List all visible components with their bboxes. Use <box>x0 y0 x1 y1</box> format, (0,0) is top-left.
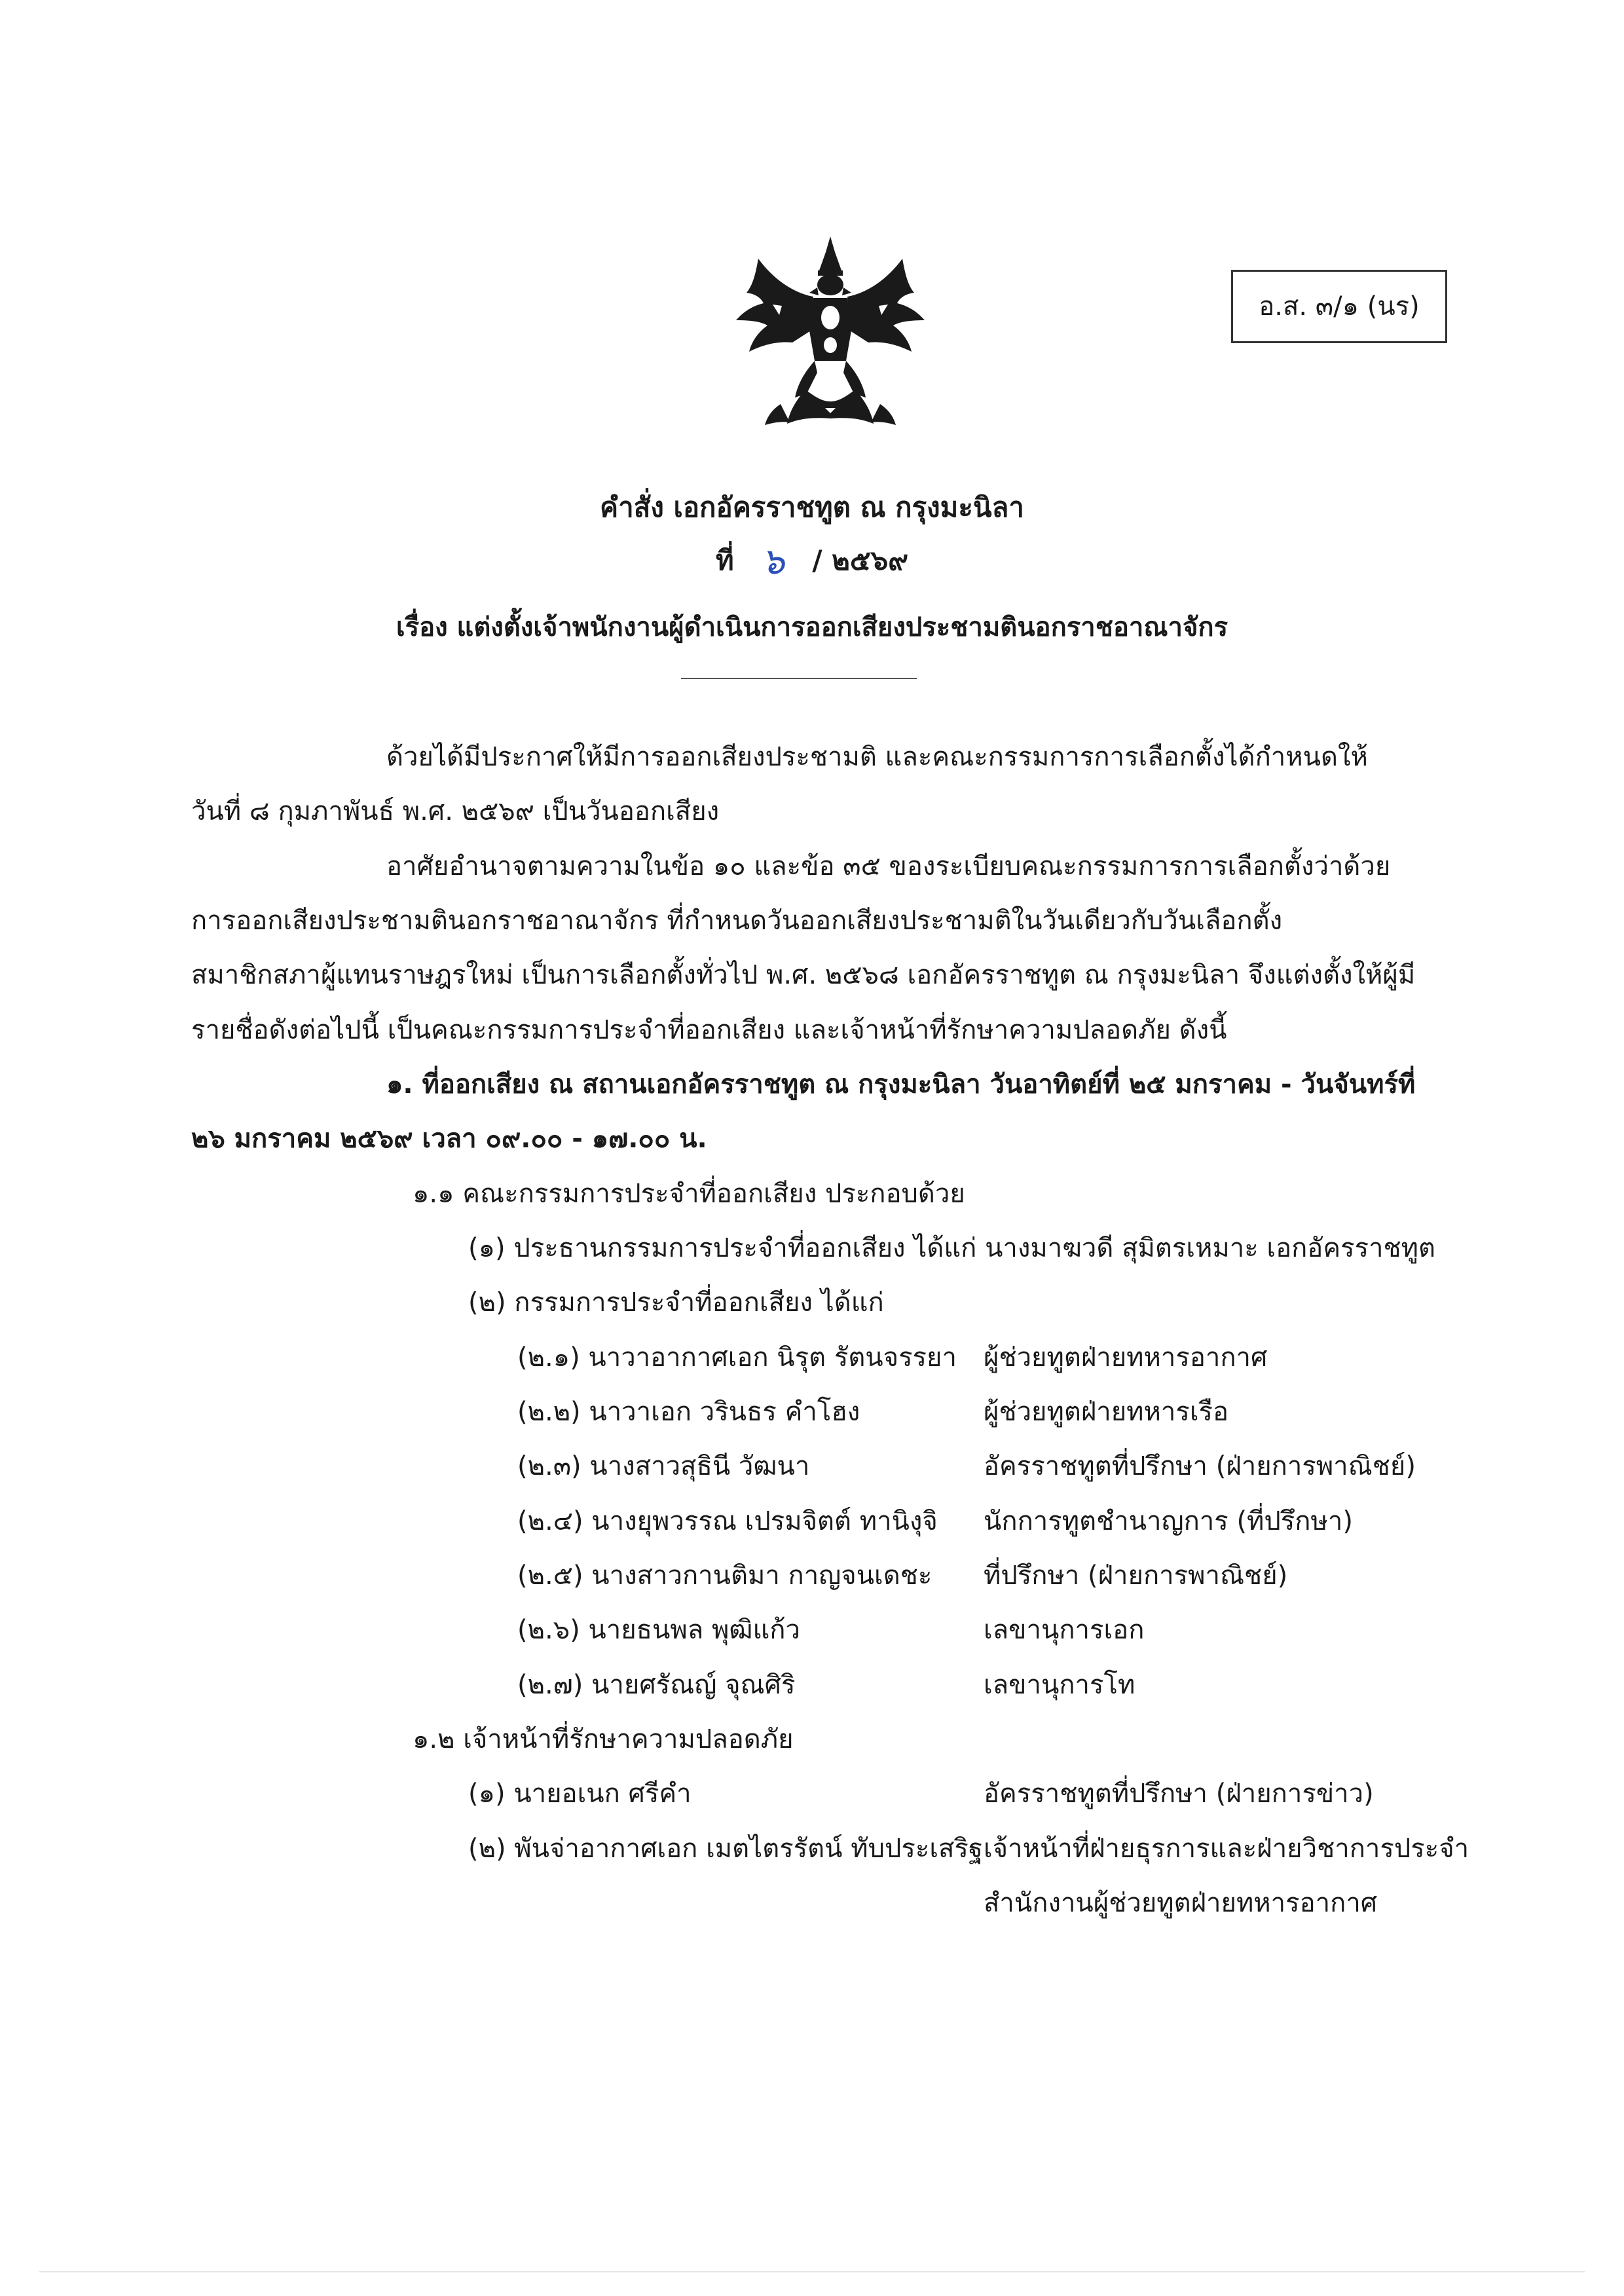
security-position-line2: สำนักงานผู้ช่วยทูตฝ่ายทหารอากาศ <box>984 1888 1378 1918</box>
page-edge-line <box>39 2271 1585 2272</box>
order-number-prefix: ที่ <box>715 544 734 576</box>
security-position: เจ้าหน้าที่ฝ่ายธุรการและฝ่ายวิชาการประจำ <box>984 1834 1469 1864</box>
order-number <box>0 538 1624 586</box>
member-position: ผู้ช่วยทูตฝ่ายทหารเรือ <box>984 1397 1229 1427</box>
member-position: เลขานุการโท <box>984 1670 1135 1700</box>
para1-line2: วันที่ ๘ กุมภาพันธ์ พ.ศ. ๒๕๖๙ เป็นวันออกเสียง <box>191 796 720 826</box>
para2-line1: อาศัยอำนาจตามความในข้อ ๑๐ และข้อ ๓๕ ของระเบียบคณะกรรมการการเลือกตั้งว่าด้วย <box>386 851 1391 881</box>
section1-line2: ๒๖ มกราคม ๒๕๖๙ เวลา ๐๙.๐๐ - ๑๗.๐๐ น. <box>191 1124 707 1154</box>
subsection-1-1: ๑.๑ คณะกรรมการประจำที่ออกเสียง ประกอบด้วย <box>413 1179 965 1209</box>
member-name: (๒.๗) นายศรัณญ์ จุณศิริ <box>517 1670 796 1700</box>
security-name: (๑) นายอเนก ศรีคำ <box>468 1779 692 1809</box>
para2-line2: การออกเสียงประชามตินอกราชอาณาจักร ที่กำหนดวันออกเสียงประชามติในวันเดียวกับวันเลือกตั้ง <box>191 906 1283 936</box>
subsection-1-2: ๑.๒ เจ้าหน้าที่รักษาความปลอดภัย <box>413 1724 794 1754</box>
security-name: (๒) พันจ่าอากาศเอก เมตไตรรัตน์ ทับประเสริฐ <box>468 1834 983 1864</box>
member-name: (๒.๒) นาวาเอก วรินธร คำโฮง <box>517 1397 860 1427</box>
garuda-emblem-icon <box>727 232 934 429</box>
committee-item: (๒) กรรมการประจำที่ออกเสียง ได้แก่ <box>468 1287 884 1318</box>
order-heading: คำสั่ง เอกอัครราชทูต ณ กรุงมะนิลา <box>600 491 1024 523</box>
chairperson-item: (๑) ประธานกรรมการประจำที่ออกเสียง ได้แก่ นางมาฆวดี สุมิตรเหมาะ เอกอัครราชทูต <box>468 1233 1436 1263</box>
order-subject: เรื่อง แต่งตั้งเจ้าพนักงานผู้ดำเนินการออกเสียงประชามตินอกราชอาณาจักร <box>396 612 1228 642</box>
form-code: อ.ส. ๓/๑ (นร) <box>1259 291 1420 322</box>
member-name: (๒.๕) นางสาวกานติมา กาญจนเดชะ <box>517 1561 932 1591</box>
member-position: ผู้ช่วยทูตฝ่ายทหารอากาศ <box>984 1342 1268 1373</box>
order-number-handwritten: ๖ <box>761 540 785 583</box>
member-name: (๒.๓) นางสาวสุธินี วัฒนา <box>517 1451 810 1481</box>
order-number-year: / ๒๕๖๙ <box>812 544 909 576</box>
member-name: (๒.๖) นายธนพล พุฒิแก้ว <box>517 1615 800 1645</box>
member-position: นักการทูตชำนาญการ (ที่ปรึกษา) <box>984 1506 1353 1536</box>
title-divider <box>681 678 917 679</box>
security-position: อัครราชทูตที่ปรึกษา (ฝ่ายการข่าว) <box>984 1779 1374 1809</box>
para2-line3: สมาชิกสภาผู้แทนราษฎรใหม่ เป็นการเลือกตั้งทั่วไป พ.ศ. ๒๕๖๘ เอกอัครราชทูต ณ กรุงมะนิลา จึงแต่งตั้งให้ผู้มี <box>191 960 1416 990</box>
section1-line1: ๑. ที่ออกเสียง ณ สถานเอกอัครราชทูต ณ กรุงมะนิลา วันอาทิตย์ที่ ๒๕ มกราคม - วันจันทร์ที่ <box>386 1069 1416 1100</box>
member-position: ที่ปรึกษา (ฝ่ายการพาณิชย์) <box>984 1561 1288 1591</box>
member-name: (๒.๑) นาวาอากาศเอก นิรุต รัตนจรรยา <box>517 1342 957 1373</box>
form-code-box <box>1231 270 1447 343</box>
member-position: เลขานุการเอก <box>984 1615 1145 1645</box>
para2-line4: รายชื่อดังต่อไปนี้ เป็นคณะกรรมการประจำที่ออกเสียง และเจ้าหน้าที่รักษาความปลอดภัย ดังนี้ <box>191 1015 1227 1045</box>
member-name: (๒.๔) นางยุพวรรณ เปรมจิตต์ ทานิงุจิ <box>517 1506 938 1536</box>
member-position: อัครราชทูตที่ปรึกษา (ฝ่ายการพาณิชย์) <box>984 1451 1416 1481</box>
para1-line1: ด้วยได้มีประกาศให้มีการออกเสียงประชามติ และคณะกรรมการการเลือกตั้งได้กำหนดให้ <box>386 742 1368 772</box>
